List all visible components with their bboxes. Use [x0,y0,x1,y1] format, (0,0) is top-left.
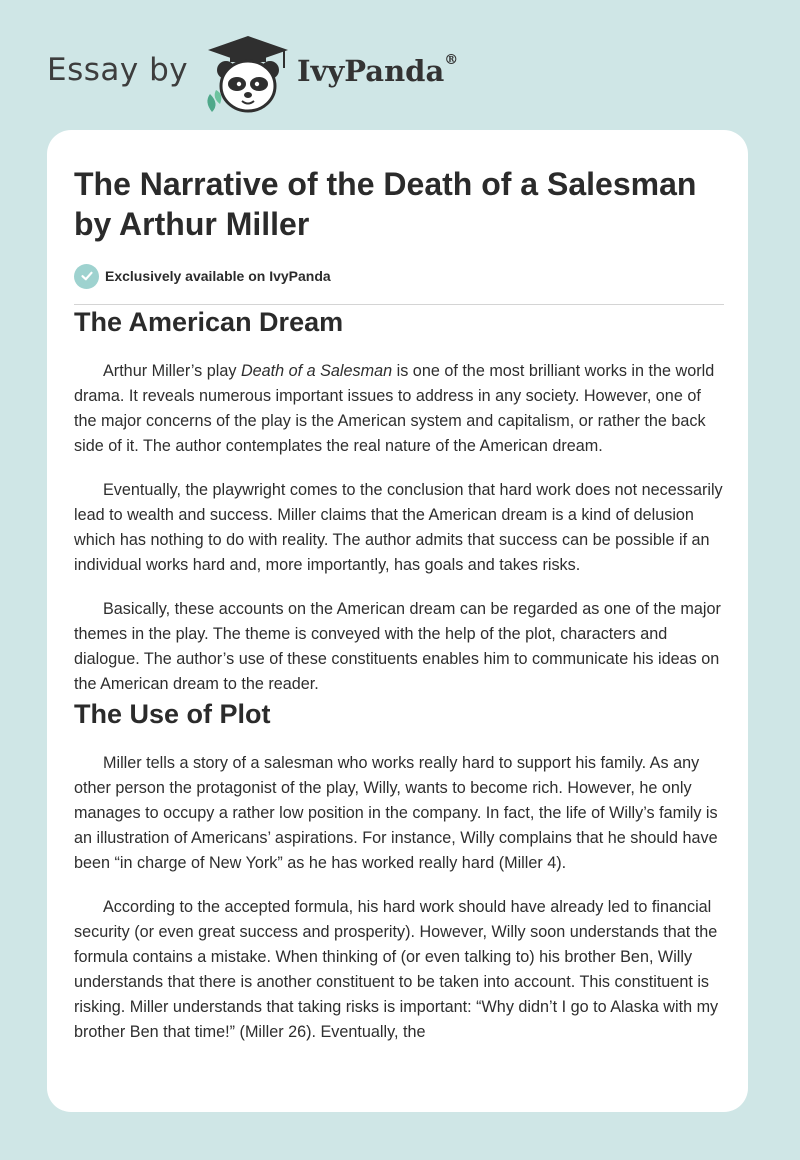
paragraph: Miller tells a story of a salesman who works really hard to support his family. As any other person the protagonist of the play, Willy, wants to become rich. However, he only manages to occupy a rather low position in the company. In fact, the life of Willy’s family is an illustration of Americans’ aspirations. For instance, Willy complains that he should have been “in charge of New York” as he has worked really hard (Miller 4). [74,754,718,872]
registered-mark: ® [444,52,459,68]
panda-logo-icon [202,34,294,116]
paragraph-text: Arthur Miller’s play [103,362,241,380]
exclusive-badge [74,263,724,289]
check-icon [74,264,99,289]
brand-name [297,54,458,88]
brand-name-text: IvyPanda [297,54,445,88]
essay-by-label: Essay by [47,52,189,88]
paragraph-text: is one of the most brilliant works in the world drama. It reveals numerous important issues to address in any society. However, one of the major concerns of the play is the American system and capitalism, or rather the back side of it. The author contemplates the real nature of the American dream. [74,362,715,455]
brand-header [47,30,547,120]
paragraph: According to the accepted formula, his hard work should have already led to financial security (or even great success and prosperity). However, Willy soon understands that the formula contains a mistake. When thinking of (or even talking to) his brother Ben, Willy understands that there is another constituent to be taken into account. This constituent is risking. Miller understands that taking risks is important: “Why didn’t I go to Alaska with my brother Ben that time!” (Miller 26). Eventually, the [74,898,719,1041]
section-heading: The Use of Plot [74,699,271,729]
paragraph [74,359,724,459]
section-heading: The American Dream [74,307,344,337]
paragraph: Eventually, the playwright comes to the conclusion that hard work does not necessarily lead to wealth and success. Miller claims that the American dream is a kind of delusion which has nothing to do with reality. The author admits that success can be possible if an individual works hard and, more importantly, has goals and takes risks. [74,481,723,574]
essay-content [74,164,724,1045]
page-title: The Narrative of the Death of a Salesman by Arthur Miller [74,166,697,242]
essay-card [47,130,748,1112]
exclusive-label: Exclusively available on IvyPanda [105,268,331,284]
book-title: Death of a Salesman [240,362,393,380]
paragraph: Basically, these accounts on the American dream can be regarded as one of the major themes in the play. The theme is conveyed with the help of the plot, characters and dialogue. The author’s use of these constituents enables him to communicate his ideas on the American dream to the reader. [74,600,721,693]
